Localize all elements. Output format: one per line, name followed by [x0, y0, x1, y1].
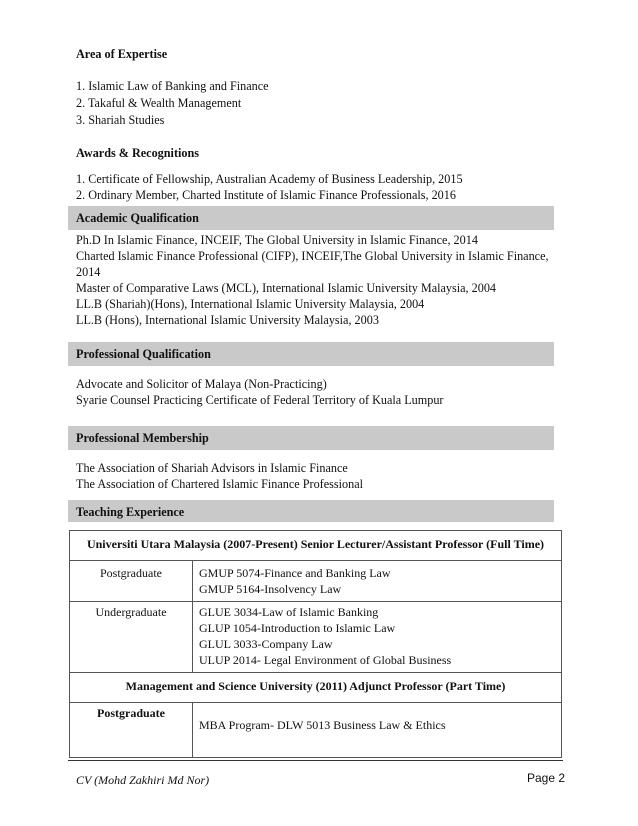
- professional-list: [76, 376, 566, 408]
- table-row: [70, 561, 562, 602]
- table-row: [70, 673, 562, 703]
- list-item: Charted Islamic Finance Professional (CIFP), INCEIF,The Global University in Islamic Finance, 2014: [76, 249, 549, 279]
- course-level: Undergraduate: [70, 602, 193, 673]
- list-item: The Association of Chartered Islamic Finance Professional: [76, 477, 364, 491]
- page-number: Page 2: [527, 771, 566, 785]
- list-item: 1. Certificate of Fellowship, Australian Academy of Business Leadership, 2015: [76, 172, 463, 186]
- course-list: [193, 703, 562, 758]
- list-item: Master of Comparative Laws (MCL), International Islamic University Malaysia, 2004: [76, 281, 497, 295]
- course-item: GLUP 1054-Introduction to Islamic Law: [199, 621, 396, 635]
- professional-heading: Professional Qualification: [68, 342, 554, 366]
- course-level: Postgraduate: [70, 703, 193, 758]
- list-item: LL.B (Hons), International Islamic University Malaysia, 2003: [76, 313, 379, 327]
- course-list: [193, 602, 562, 673]
- list-item: 3. Shariah Studies: [76, 113, 165, 127]
- awards-heading: Awards & Recognitions: [76, 146, 199, 160]
- footer-title: CV (Mohd Zakhiri Md Nor): [76, 773, 210, 787]
- table-row: [70, 703, 562, 758]
- list-item: 2. Takaful & Wealth Management: [76, 96, 242, 110]
- uum-title: Universiti Utara Malaysia (2007-Present) Senior Lecturer/Assistant Professor (Full Time): [70, 531, 562, 561]
- course-level: Postgraduate: [70, 561, 193, 602]
- list-item: The Association of Shariah Advisors in Islamic Finance: [76, 461, 348, 475]
- teaching-heading: Teaching Experience: [68, 500, 554, 522]
- academic-heading: Academic Qualification: [68, 206, 554, 230]
- course-item: GMUP 5164-Insolvency Law: [199, 582, 342, 596]
- course-item: GLUL 3033-Company Law: [199, 637, 333, 651]
- list-item: Syarie Counsel Practicing Certificate of Federal Territory of Kuala Lumpur: [76, 393, 444, 407]
- membership-list: [76, 460, 566, 492]
- expertise-list: [76, 78, 566, 128]
- membership-heading: Professional Membership: [68, 426, 554, 450]
- list-item: Advocate and Solicitor of Malaya (Non-Practicing): [76, 377, 327, 391]
- list-item: 1. Islamic Law of Banking and Finance: [76, 79, 269, 93]
- course-item: GLUE 3034-Law of Islamic Banking: [199, 605, 379, 619]
- course-item: ULUP 2014- Legal Environment of Global Business: [199, 653, 452, 667]
- course-item: GMUP 5074-Finance and Banking Law: [199, 566, 391, 580]
- academic-list: [76, 232, 566, 328]
- table-row: [70, 531, 562, 561]
- footer-divider: [68, 760, 563, 761]
- teaching-table: [69, 530, 562, 758]
- course-list: [193, 561, 562, 602]
- course-item: MBA Program- DLW 5013 Business Law & Ethics: [199, 718, 446, 732]
- msu-title: Management and Science University (2011) Adjunct Professor (Part Time): [70, 673, 562, 703]
- table-row: [70, 602, 562, 673]
- list-item: LL.B (Shariah)(Hons), International Islamic University Malaysia, 2004: [76, 297, 425, 311]
- expertise-heading: Area of Expertise: [76, 47, 168, 61]
- awards-list: [76, 171, 566, 203]
- list-item: Ph.D In Islamic Finance, INCEIF, The Global University in Islamic Finance, 2014: [76, 233, 478, 247]
- list-item: 2. Ordinary Member, Charted Institute of Islamic Finance Professionals, 2016: [76, 188, 456, 202]
